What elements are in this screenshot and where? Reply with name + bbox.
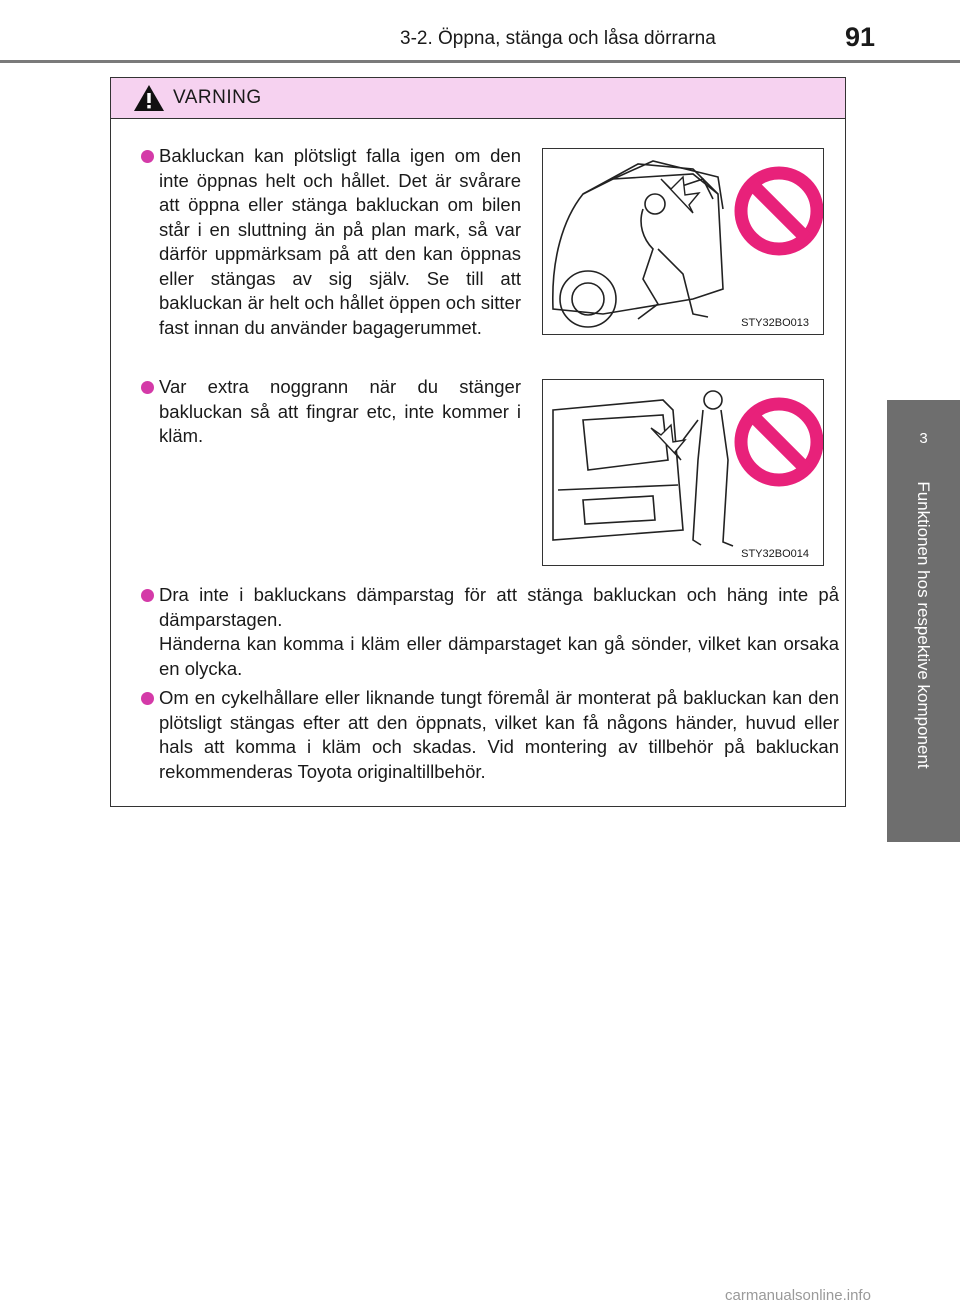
warning-item-4 bbox=[159, 686, 839, 784]
warning-triangle-icon bbox=[133, 84, 165, 112]
footer-watermark: carmanualsonline.info bbox=[725, 1287, 871, 1304]
warning-label: VARNING bbox=[173, 87, 262, 108]
bullet-icon bbox=[141, 589, 154, 602]
figure-code: STY32BO013 bbox=[741, 317, 809, 329]
prohibition-icon bbox=[741, 404, 817, 480]
warning-item-2 bbox=[159, 375, 521, 449]
warning-item-text: Om en cykelhållare eller liknande tungt föremål är monterat på bakluckan kan den plötsligt stängas efter att den öppnats, vilket kan få någons händer, huvud eller hals att komma i kläm och skadas. Vid montering av tillbehör på bakluckan rekommenderas Toyota originaltillbehör. bbox=[159, 687, 839, 782]
car-tailgate-illustration bbox=[543, 149, 823, 334]
warning-item-text: Bakluckan kan plötsligt falla igen om den inte öppnas helt och hållet. Det är svårare att öppna eller stänga bakluckan om bilen står i en sluttning än på plan mark, så var därför uppmärksam på att den kan öppnas eller stängas av sig själv. Se till att bakluckan är helt och hållet öppen och sitter fast innan du använder bagagerummet. bbox=[159, 145, 521, 338]
warning-header bbox=[111, 78, 845, 119]
chapter-number: 3 bbox=[919, 430, 928, 447]
figure-code: STY32BO014 bbox=[741, 548, 809, 560]
bullet-icon bbox=[141, 381, 154, 394]
warning-item-text: Dra inte i bakluckans dämparstag för att stänga bakluckan och häng inte på dämparstagen. bbox=[159, 584, 839, 630]
warning-box bbox=[110, 77, 846, 807]
header-rule bbox=[0, 60, 960, 63]
section-title: 3-2. Öppna, stänga och låsa dörrarna bbox=[400, 28, 716, 49]
chapter-title: Funktionen hos respektive komponent bbox=[914, 481, 933, 769]
figure-tailgate-fingers bbox=[542, 379, 824, 566]
page-number: 91 bbox=[845, 22, 876, 52]
warning-item-text: Händerna kan komma i kläm eller dämparstaget kan gå sönder, vilket kan orsaka en olycka. bbox=[159, 633, 839, 679]
warning-item-text: Var extra noggrann när du stänger bakluckan så att fingrar etc, inte kommer i kläm. bbox=[159, 376, 521, 446]
bullet-icon bbox=[141, 692, 154, 705]
bullet-icon bbox=[141, 150, 154, 163]
warning-item-1 bbox=[159, 144, 521, 340]
figure-tailgate-falling bbox=[542, 148, 824, 335]
car-rear-illustration bbox=[543, 380, 823, 565]
warning-item-3 bbox=[159, 583, 839, 681]
prohibition-icon bbox=[741, 173, 817, 249]
